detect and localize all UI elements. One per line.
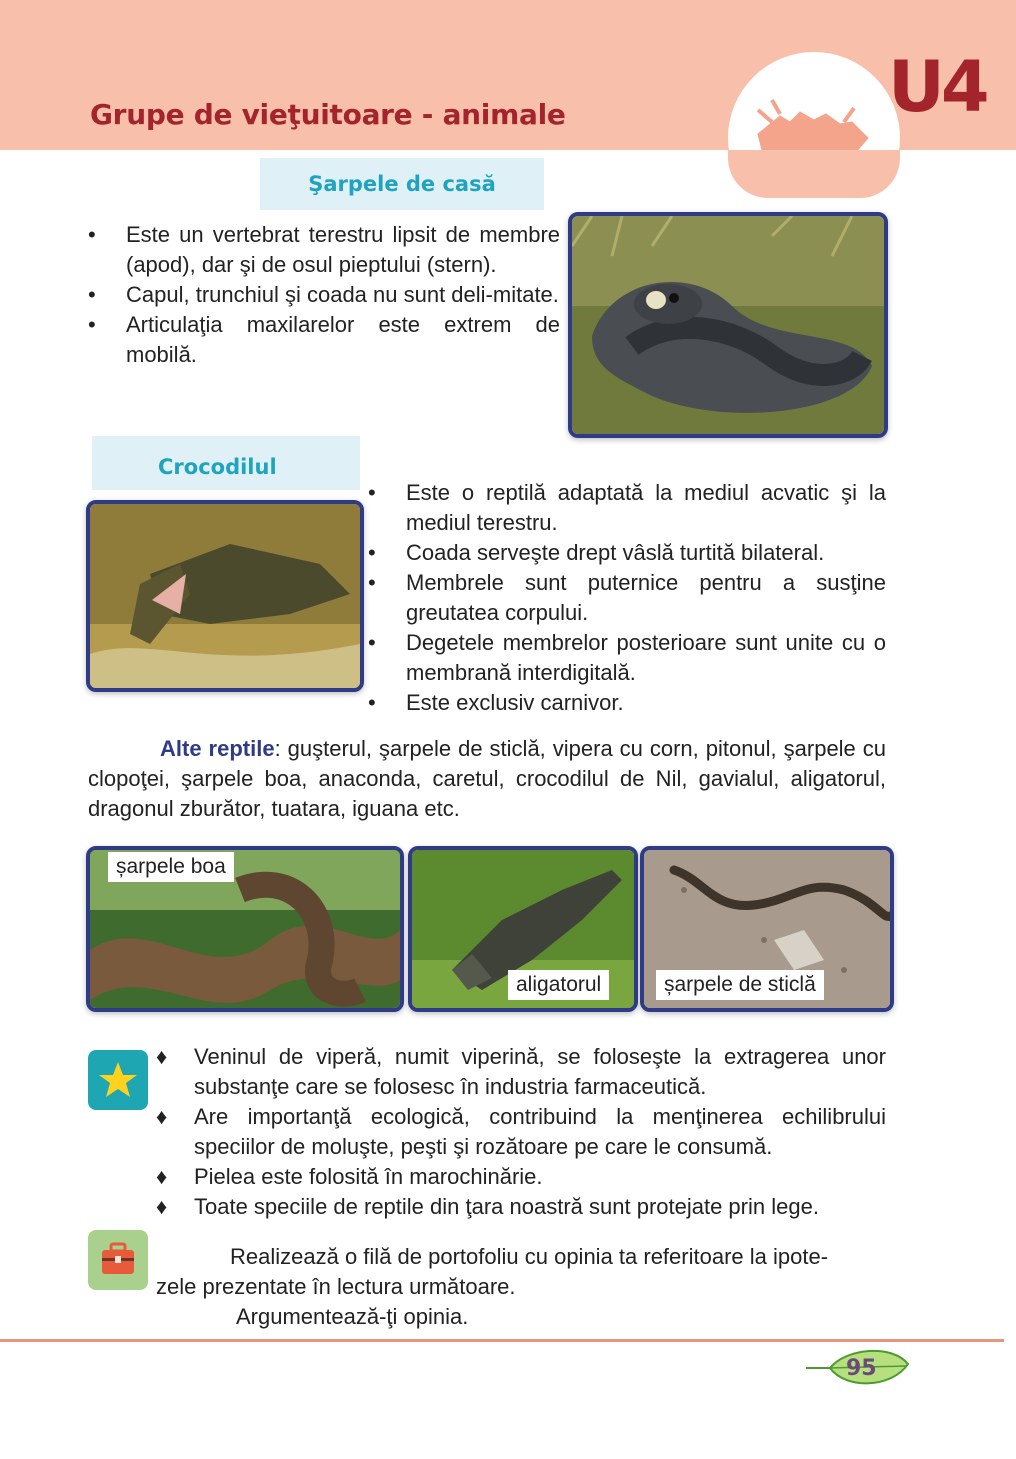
briefcase-icon (88, 1230, 148, 1290)
section-label-snake: Şarpele de casă (260, 158, 544, 210)
portfolio-line-2: zele prezentate în lectura următoare. (156, 1274, 516, 1299)
list-item: • Articulaţia maxilarelor este extrem de mobilă. (88, 312, 560, 367)
other-reptiles-lead: Alte reptile (160, 736, 275, 761)
portfolio-task (156, 1242, 886, 1332)
caption-alligator: aligatorul (508, 970, 609, 1000)
list-item: • Degetele membrelor posterioare sunt unite cu o membrană interdigitală. (368, 630, 886, 685)
crocodile-icon (728, 52, 900, 224)
star-icon (88, 1050, 148, 1110)
list-item: ♦ Veninul de viperă, numit viperină, se foloseşte la extragerea unor substanţe care se folosesc în industria farmaceutică. (156, 1044, 886, 1099)
caption-glass-snake: șarpele de sticlă (656, 970, 824, 1000)
list-item: ♦ Pielea este folosită în marochinărie. (156, 1164, 543, 1189)
list-item: • Coada serveşte drept vâslă turtită bilateral. (368, 540, 825, 565)
star-badge (88, 1050, 148, 1110)
unit-tab (728, 150, 900, 198)
unit-label: U4 (888, 46, 986, 128)
section-label-croc: Crocodilul (92, 436, 360, 490)
photo-crocodile (86, 500, 364, 692)
portfolio-line-1: Realizează o filă de portofoliu cu opinia ta referitoare la ipote- (230, 1244, 829, 1269)
page-title: Grupe de vieţuitoare - animale (90, 98, 566, 131)
list-item: • Este un vertebrat terestru lipsit de membre (apod), dar şi de osul pieptului (stern). (88, 222, 560, 277)
list-item: • Este exclusiv carnivor. (368, 690, 624, 715)
portfolio-badge (88, 1230, 148, 1290)
unit-circle (728, 52, 900, 224)
list-item: • Este o reptilă adaptată la mediul acvatic şi la mediul terestru. (368, 480, 886, 535)
other-reptiles-paragraph (88, 734, 886, 824)
snake-bullets (88, 220, 560, 370)
list-item: ♦ Toate speciile de reptile din ţara noastră sunt protejate prin lege. (156, 1194, 819, 1219)
photo-grass-snake (568, 212, 888, 438)
list-item: • Membrele sunt puternice pentru a susţine greutatea corpului. (368, 570, 886, 625)
list-item: ♦ Are importanţă ecologică, contribuind la menţinerea echilibrului speciilor de moluşte, peşti şi rozătoare pe care le consumă. (156, 1104, 886, 1159)
caption-boa: șarpele boa (108, 852, 234, 882)
page-number: 95 (846, 1356, 877, 1381)
portfolio-line-3: Argumentează-ţi opinia. (236, 1304, 469, 1329)
other-reptiles-text: : guşterul, şarpele de sticlă, vipera cu corn, pitonul, şarpele cu clopoţei, şarpele boa, anaconda, caretul, crocodilul de Nil, gavialul, aligatorul, dragonul zburător, tuatara, iguana etc. (88, 736, 887, 821)
facts-list (156, 1042, 886, 1222)
list-item: • Capul, trunchiul şi coada nu sunt deli-mitate. (88, 282, 559, 307)
croc-bullets (368, 478, 886, 718)
